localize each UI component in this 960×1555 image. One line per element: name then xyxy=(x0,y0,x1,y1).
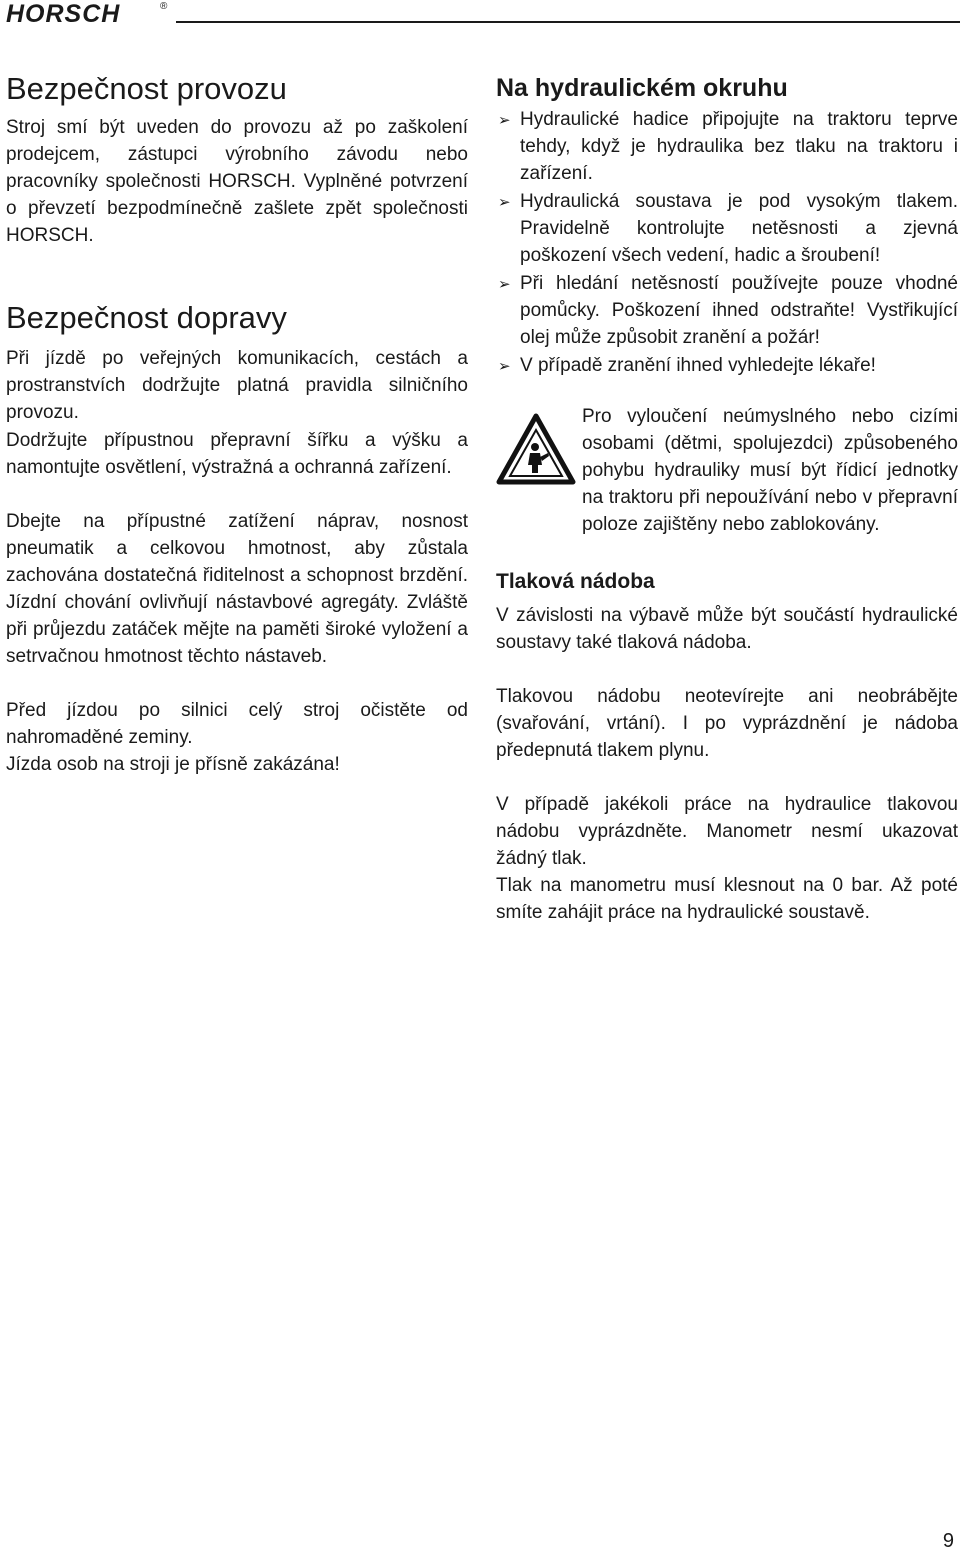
paragraph-do-not-open: Tlakovou nádobu neotevírejte ani neobrábějte (svařování, vrtání). I po vyprázdnění je nádoba předepnutá tlakem plynu. xyxy=(496,686,958,761)
page-number: 9 xyxy=(942,1530,954,1552)
hydraulic-bullet-list xyxy=(496,106,958,379)
page-header xyxy=(0,0,960,30)
paragraph-axle-load: Dbejte na přípustné zatížení náprav, nosnost pneumatik a celkovou hmotnost, aby zůstala zachována dostatečná řiditelnost a schopnost brzdění. Jízdní chování ovlivňují nástavbové agregáty. Zvláště při průjezdu zatáček mějte na paměti široké vyložení a setrvačnou hmotnost těchto nástaveb. xyxy=(6,511,468,667)
list-item xyxy=(496,270,958,351)
heading-transport-safety: Bezpečnost dopravy xyxy=(6,300,287,335)
paragraph-empty-vessel: V případě jakékoli práce na hydraulice tlakovou nádobu vyprázdněte. Manometr nesmí ukazovat žádný tlak. xyxy=(496,794,958,869)
warning-text: Pro vyloučení neúmyslného nebo cizími osobami (dětmi, spolujezdci) způsobeného pohybu hydrauliky musí být řídicí jednotky na traktoru při nepoužívání nebo v přepravní poloze zajištěny nebo zablokovány. xyxy=(582,406,958,535)
paragraph-clean-machine: Před jízdou po silnici celý stroj očistěte od nahromaděné zeminy. xyxy=(6,700,468,748)
heading-operation-safety: Bezpečnost provozu xyxy=(6,71,287,106)
registered-mark: ® xyxy=(160,1,168,12)
list-item xyxy=(496,106,958,187)
warning-block xyxy=(496,403,958,563)
list-item xyxy=(496,352,958,379)
arrow-bullet-icon: ➢ xyxy=(498,358,511,375)
paragraph-pressure-vessel-part: V závislosti na výbavě může být součástí hydraulické soustavy také tlaková nádoba. xyxy=(496,605,958,653)
arrow-bullet-icon: ➢ xyxy=(498,276,511,293)
heading-pressure-vessel: Tlaková nádoba xyxy=(496,570,655,593)
right-column xyxy=(496,70,958,926)
warning-hazard-icon xyxy=(496,413,576,485)
list-item xyxy=(496,188,958,269)
list-item-text: V případě zranění ihned vyhledejte lékaře! xyxy=(520,355,876,376)
arrow-bullet-icon: ➢ xyxy=(498,194,511,211)
arrow-bullet-icon: ➢ xyxy=(498,112,511,129)
paragraph-transport-width: Dodržujte přípustnou přepravní šířku a výšku a namontujte osvětlení, výstražná a ochranná zařízení. xyxy=(6,430,468,478)
logo-text: HORSCH xyxy=(6,0,121,28)
horsch-logo xyxy=(6,0,120,28)
header-divider xyxy=(176,21,960,23)
list-item-text: Hydraulická soustava je pod vysokým tlakem. Pravidelně kontrolujte netěsnosti a zjevná poškození všech vedení, hadic a šroubení! xyxy=(520,191,958,266)
left-column xyxy=(6,70,468,778)
list-item-text: Hydraulické hadice připojujte na traktoru teprve tehdy, když je hydraulika bez tlaku na traktoru i zařízení. xyxy=(520,109,958,184)
paragraph-traffic-rules: Při jízdě po veřejných komunikacích, cestách a prostranstvích dodržujte platná pravidla silničního provozu. xyxy=(6,348,468,423)
list-item-text: Při hledání netěsností používejte pouze vhodné pomůcky. Poškození ihned odstraňte! Vystřikující olej může způsobit zranění a požár! xyxy=(520,273,958,348)
paragraph-zero-bar: Tlak na manometru musí klesnout na 0 bar. Až poté smíte zahájit práce na hydraulické soustavě. xyxy=(496,875,958,923)
paragraph-no-passengers: Jízda osob na stroji je přísně zakázána! xyxy=(6,754,340,775)
paragraph-operation-safety: Stroj smí být uveden do provozu až po zaškolení prodejcem, zástupci výrobního závodu nebo pracovníky společnosti HORSCH. Vyplněné potvrzení o převzetí bezpodmínečně zašlete zpět společnosti HORSCH. xyxy=(6,117,468,246)
heading-hydraulic-circuit: Na hydraulickém okruhu xyxy=(496,74,788,102)
